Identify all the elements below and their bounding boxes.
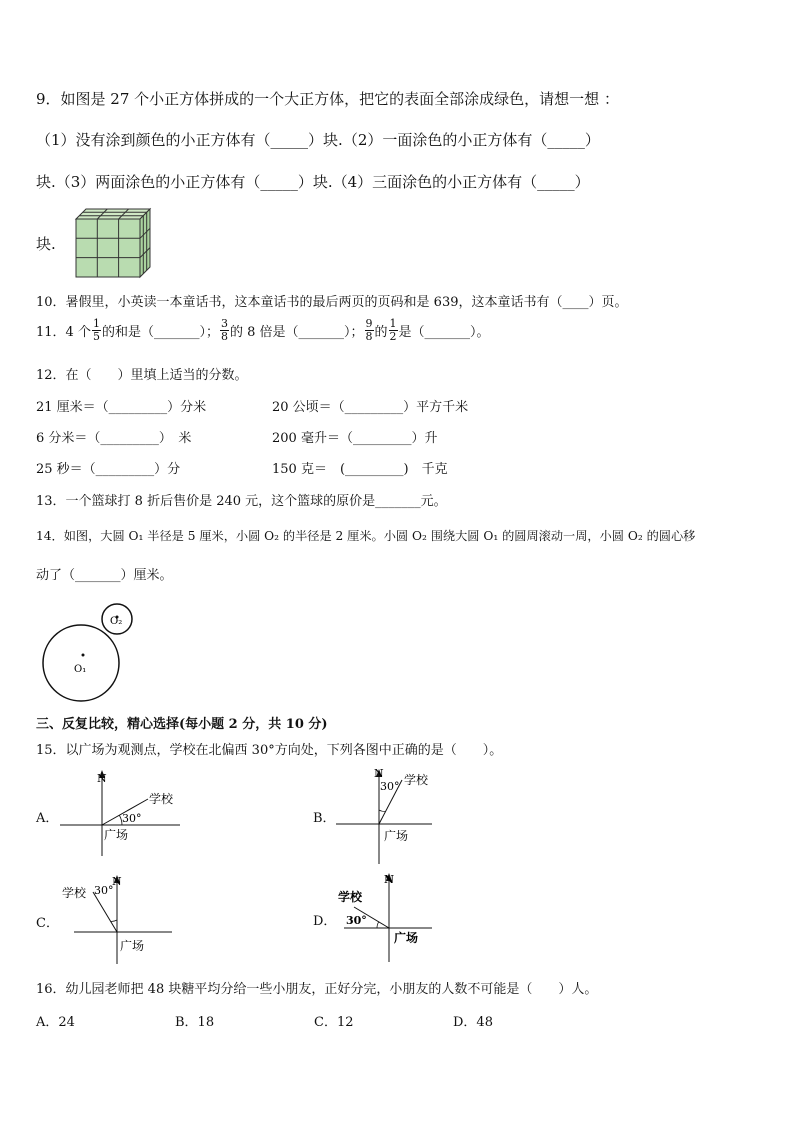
q9-line2: （1）没有涂到颜色的小正方体有（_____）块.（2）一面涂色的小正方体有（_____） xyxy=(36,131,600,149)
q14-line1: 14．如图，大圆 O₁ 半径是 5 厘米，小圆 O₂ 的半径是 2 厘米。小圆 O₂ 围绕大圆 O₁ 的圆周滚动一周，小圆 O₂ 的圆心移 xyxy=(36,529,696,543)
q15-option-a[interactable]: A． xyxy=(36,811,59,826)
q15-option-c[interactable]: C． xyxy=(36,916,59,931)
angle-label-d: 30° xyxy=(346,914,367,927)
school-label-b: 学校 xyxy=(404,773,429,787)
diagram-a xyxy=(60,768,190,858)
q16-option-b[interactable]: B．18 xyxy=(175,1015,215,1030)
q11-part2: 的和是（_______）； xyxy=(101,325,219,340)
section-3-heading: 三、反复比较，精心选择(每小题 2 分，共 10 分) xyxy=(36,717,328,732)
diagram-d xyxy=(336,868,446,964)
q12-row1-right: 20 公顷＝（_________）平方千米 xyxy=(272,400,469,415)
plaza-label-d: 广场 xyxy=(394,931,419,945)
big-center-dot xyxy=(82,654,85,657)
q13-text: 13．一个篮球打 8 折后售价是 240 元，这个篮球的原价是_______元。 xyxy=(36,494,447,509)
plaza-label-b: 广场 xyxy=(384,829,409,843)
q11-part5: 是（_______）。 xyxy=(398,325,490,340)
q9-line4: 块. xyxy=(36,235,56,253)
q12-row1-left: 21 厘米＝（_________）分米 xyxy=(36,400,207,415)
school-label-a: 学校 xyxy=(149,792,174,806)
q11-text xyxy=(36,318,490,343)
q12-title: 12．在（ ）里填上适当的分数。 xyxy=(36,368,248,383)
diagram-c xyxy=(60,870,180,966)
q16-option-a[interactable]: A．24 xyxy=(36,1015,75,1030)
label-o1: O₁ xyxy=(74,664,87,675)
north-label-c: N xyxy=(112,875,122,888)
fraction-9-8: $\frac{9}{8}$ xyxy=(365,317,373,343)
north-label-a: N xyxy=(97,772,107,785)
q12-row2-left: 6 分米＝（_________） 米 xyxy=(36,431,192,446)
plaza-label-c: 广场 xyxy=(120,939,145,953)
angle-label-a: 30° xyxy=(122,812,142,825)
north-label-b: N xyxy=(374,767,384,780)
q12-row3-right: 150 克＝ (_________) 千克 xyxy=(272,462,448,477)
q15-option-d[interactable]: D． xyxy=(313,914,337,929)
q11-part1: 11．4 个 xyxy=(36,325,91,340)
angle-label-c: 30° xyxy=(94,884,114,897)
q9-line1: 9．如图是 27 个小正方体拼成的一个大正方体，把它的表面全部涂成绿色，请想一想 ： xyxy=(36,90,619,108)
q16-option-d[interactable]: D．48 xyxy=(453,1015,493,1030)
q15-option-b[interactable]: B． xyxy=(313,811,336,826)
fraction-1-2: $\frac{1}{2}$ xyxy=(389,317,397,343)
q12-row3-left: 25 秒＝（_________）分 xyxy=(36,462,181,477)
q9-line3: 块.（3）两面涂色的小正方体有（_____）块.（4）三面涂色的小正方体有（_____） xyxy=(36,173,590,191)
north-label-d: N xyxy=(384,873,395,886)
cube-figure xyxy=(74,207,154,279)
school-label-c: 学校 xyxy=(62,886,87,900)
q11-part3: 的 8 倍是（_______）； xyxy=(229,325,364,340)
plaza-label-a: 广场 xyxy=(104,828,129,842)
q10-text: 10．暑假里，小英读一本童话书，这本童话书的最后两页的页码和是 639，这本童话书有（____）页。 xyxy=(36,295,628,310)
q12-row2-right: 200 毫升＝（_________）升 xyxy=(272,431,438,446)
q16-option-c[interactable]: C．12 xyxy=(314,1015,354,1030)
q11-part4: 的 xyxy=(374,325,388,340)
label-o2: O₂ xyxy=(110,616,123,627)
circles-figure xyxy=(38,598,138,710)
diagram-b xyxy=(336,766,446,866)
q14-line2: 动了（_______）厘米。 xyxy=(36,568,173,583)
school-label-d: 学校 xyxy=(338,890,363,904)
q16-stem: 16．幼儿园老师把 48 块糖平均分给一些小朋友，正好分完，小朋友的人数不可能是（ ）人。 xyxy=(36,982,598,997)
fraction-1-5: $\frac{1}{5}$ xyxy=(92,317,100,343)
angle-label-b: 30° xyxy=(380,780,400,793)
big-circle xyxy=(43,625,119,701)
q15-stem: 15．以广场为观测点，学校在北偏西 30°方向处，下列各图中正确的是（ ）。 xyxy=(36,743,503,758)
fraction-3-8: $\frac{3}{8}$ xyxy=(220,317,228,343)
